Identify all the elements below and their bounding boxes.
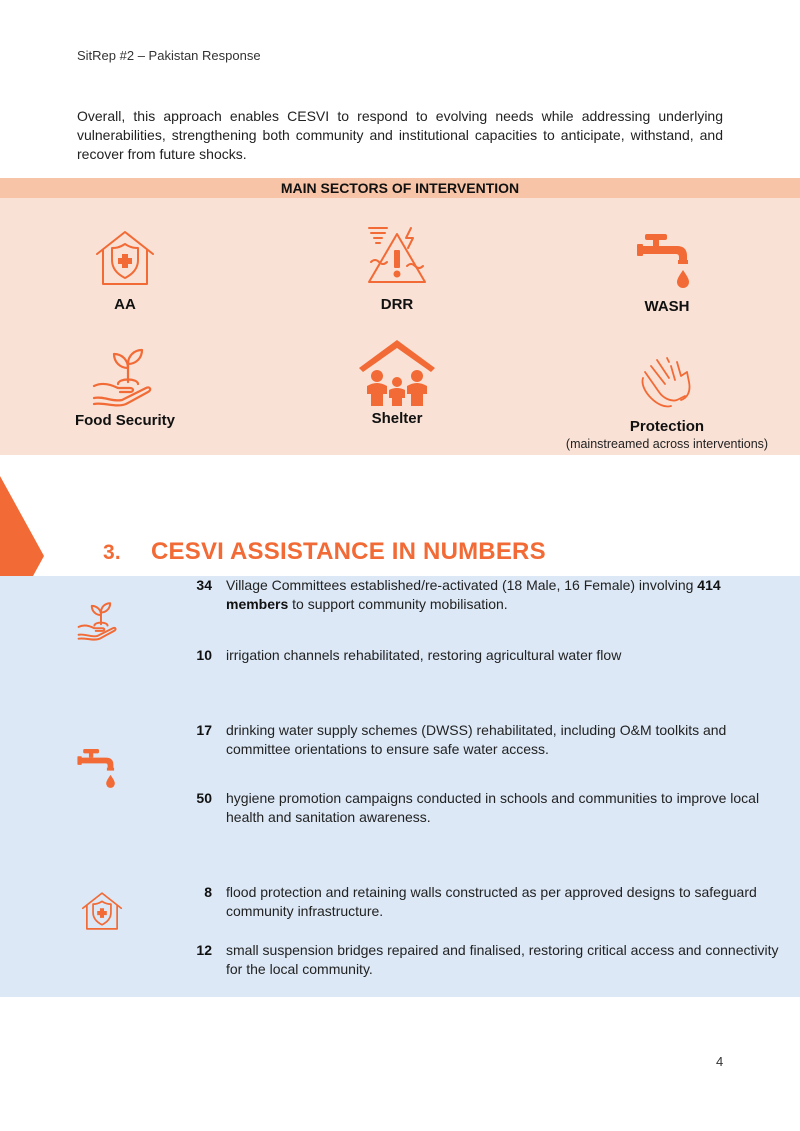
water-tap-icon xyxy=(76,744,122,790)
document-header: SitRep #2 – Pakistan Response xyxy=(77,48,261,63)
sector-label-wash: WASH xyxy=(644,298,690,315)
stat-text xyxy=(226,576,786,614)
sector-food-security xyxy=(10,340,240,429)
stat-value: 34 xyxy=(196,577,212,593)
stat-text: hygiene promotion campaigns conducted in schools and communities to improve local health and sanitation awareness. xyxy=(226,790,760,825)
stat-value: 50 xyxy=(196,790,212,806)
stat-text: small suspension bridges repaired and finalised, restoring critical access and connectivity for the local community. xyxy=(226,942,779,977)
sector-label-drr: DRR xyxy=(380,296,414,313)
stat-text-part: Village Committees established/re-activated (18 Male, 16 Female) involving xyxy=(226,577,698,593)
handshake-icon xyxy=(637,352,697,412)
section-title: CESVI ASSISTANCE IN NUMBERS xyxy=(151,538,546,565)
sectors-title: MAIN SECTORS OF INTERVENTION xyxy=(0,178,800,198)
sector-label-protection: Protection xyxy=(629,418,705,435)
sector-drr xyxy=(282,222,512,313)
stat-text-bold: 414 members xyxy=(226,577,721,612)
numbers-panel xyxy=(0,576,800,997)
stat-text-part: to support community mobilisation. xyxy=(288,596,508,612)
stat-value: 8 xyxy=(204,884,212,900)
sector-label-food-security: Food Security xyxy=(74,412,175,429)
stat-text: flood protection and retaining walls constructed as per approved designs to safeguard community infrastructure. xyxy=(226,884,757,919)
house-shield-icon xyxy=(80,890,124,932)
section-number: 3. xyxy=(103,541,121,564)
sector-wash xyxy=(552,230,782,315)
stat-text: irrigation channels rehabilitated, restoring agricultural water flow xyxy=(226,647,622,663)
sector-label-aa: AA xyxy=(114,296,136,313)
stat-value: 10 xyxy=(196,647,212,663)
sector-protection-note: (mainstreamed across interventions) xyxy=(565,437,769,451)
hand-sprout-icon xyxy=(76,594,122,644)
sector-label-shelter: Shelter xyxy=(371,410,423,427)
hand-sprout-icon xyxy=(90,340,160,408)
stat-text: drinking water supply schemes (DWSS) rehabilitated, including O&M toolkits and committee orientations to ensure safe water access. xyxy=(226,722,727,757)
family-shelter-icon xyxy=(357,338,437,408)
intro-paragraph: Overall, this approach enables CESVI to respond to evolving needs while addressing underlying vulnerabilities, strengthening both community and institutional capacities to anticipate, withstand, and recover from future shocks. xyxy=(77,108,723,162)
stat-value: 12 xyxy=(196,942,212,958)
stat-value: 17 xyxy=(196,722,212,738)
house-shield-icon xyxy=(93,228,157,288)
sectors-panel xyxy=(0,178,800,455)
sector-protection xyxy=(552,352,782,451)
section-heading xyxy=(103,538,546,566)
water-tap-icon xyxy=(635,230,699,288)
sector-aa xyxy=(10,228,240,313)
hazard-warning-icon xyxy=(361,222,433,288)
page-number: 4 xyxy=(716,1054,724,1069)
sector-shelter xyxy=(282,338,512,427)
